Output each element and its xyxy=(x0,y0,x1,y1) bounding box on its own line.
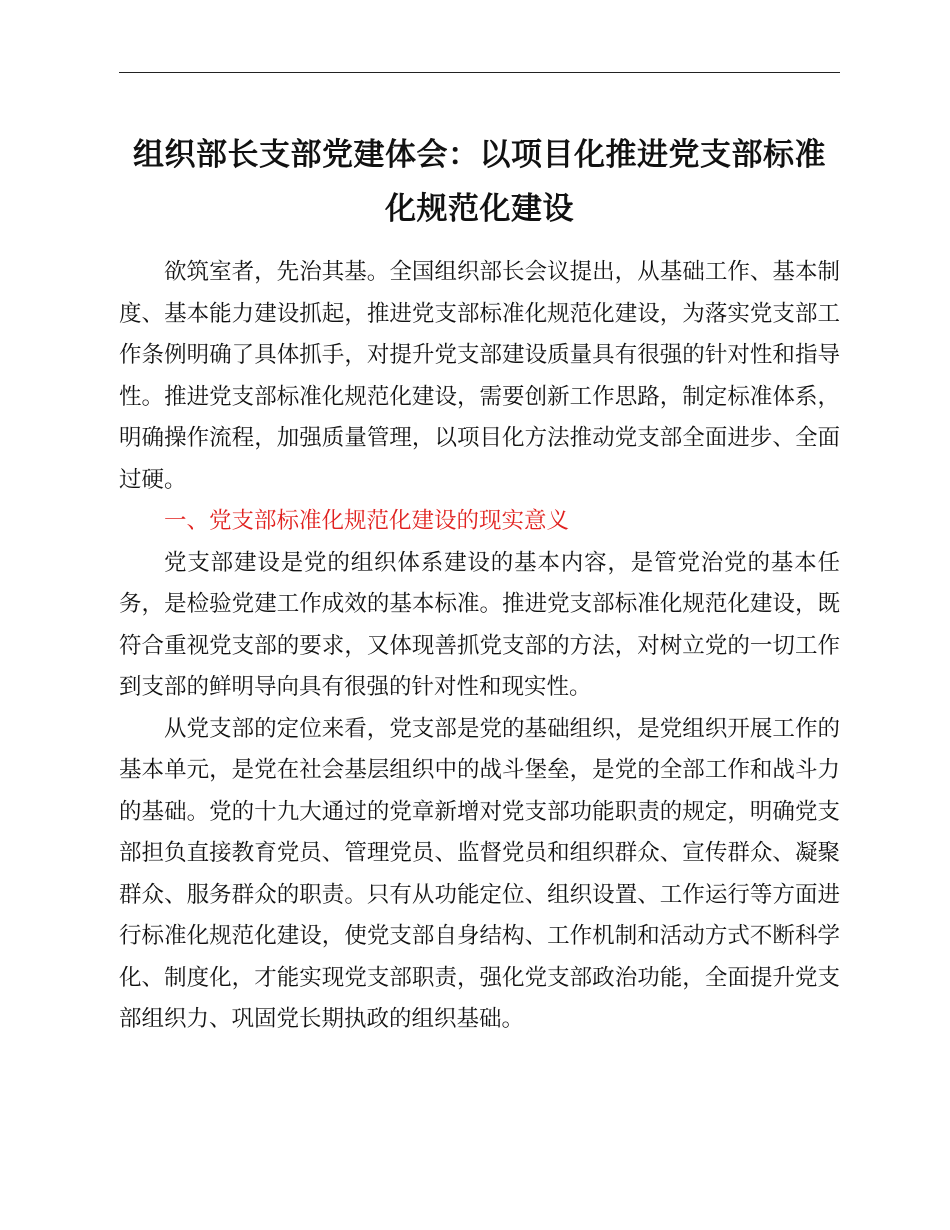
section-heading-1: 一、党支部标准化规范化建设的现实意义 xyxy=(164,508,570,534)
section1-paragraph-1: 党支部建设是党的组织体系建设的基本内容，是管党治党的基本任务，是检验党建工作成效的基本标准。推进党支部标准化规范化建设，既符合重视党支部的要求，又体现善抓党支部的方法，对树立党的一切工作到支部的鲜明导向具有很强的针对性和现实性。 xyxy=(119,549,840,700)
section1-paragraph-2: 从党支部的定位来看，党支部是党的基础组织，是党组织开展工作的基本单元，是党在社会基层组织中的战斗堡垒，是党的全部工作和战斗力的基础。党的十九大通过的党章新增对党支部功能职责的规定，明确党支部担负直接教育党员、管理党员、监督党员和组织群众、宣传群众、凝聚群众、服务群众的职责。只有从功能定位、组织设置、工作运行等方面进行标准化规范化建设，使党支部自身结构、工作机制和活动方式不断科学化、制度化，才能实现党支部职责，强化党支部政治功能，全面提升党支部组织力、巩固党长期执政的组织基础。 xyxy=(119,715,840,1032)
document-title: 组织部长支部党建体会：以项目化推进党支部标准化规范化建设 xyxy=(133,137,826,227)
intro-paragraph: 欲筑室者，先治其基。全国组织部长会议提出，从基础工作、基本制度、基本能力建设抓起，推进党支部标准化规范化建设，为落实党支部工作条例明确了具体抓手，对提升党支部建设质量具有很强的针对性和指导性。推进党支部标准化规范化建设，需要创新工作思路，制定标准体系，明确操作流程，加强质量管理，以项目化方法推动党支部全面进步、全面过硬。 xyxy=(119,259,840,493)
document-body xyxy=(119,128,840,1041)
header-rule xyxy=(119,72,840,73)
